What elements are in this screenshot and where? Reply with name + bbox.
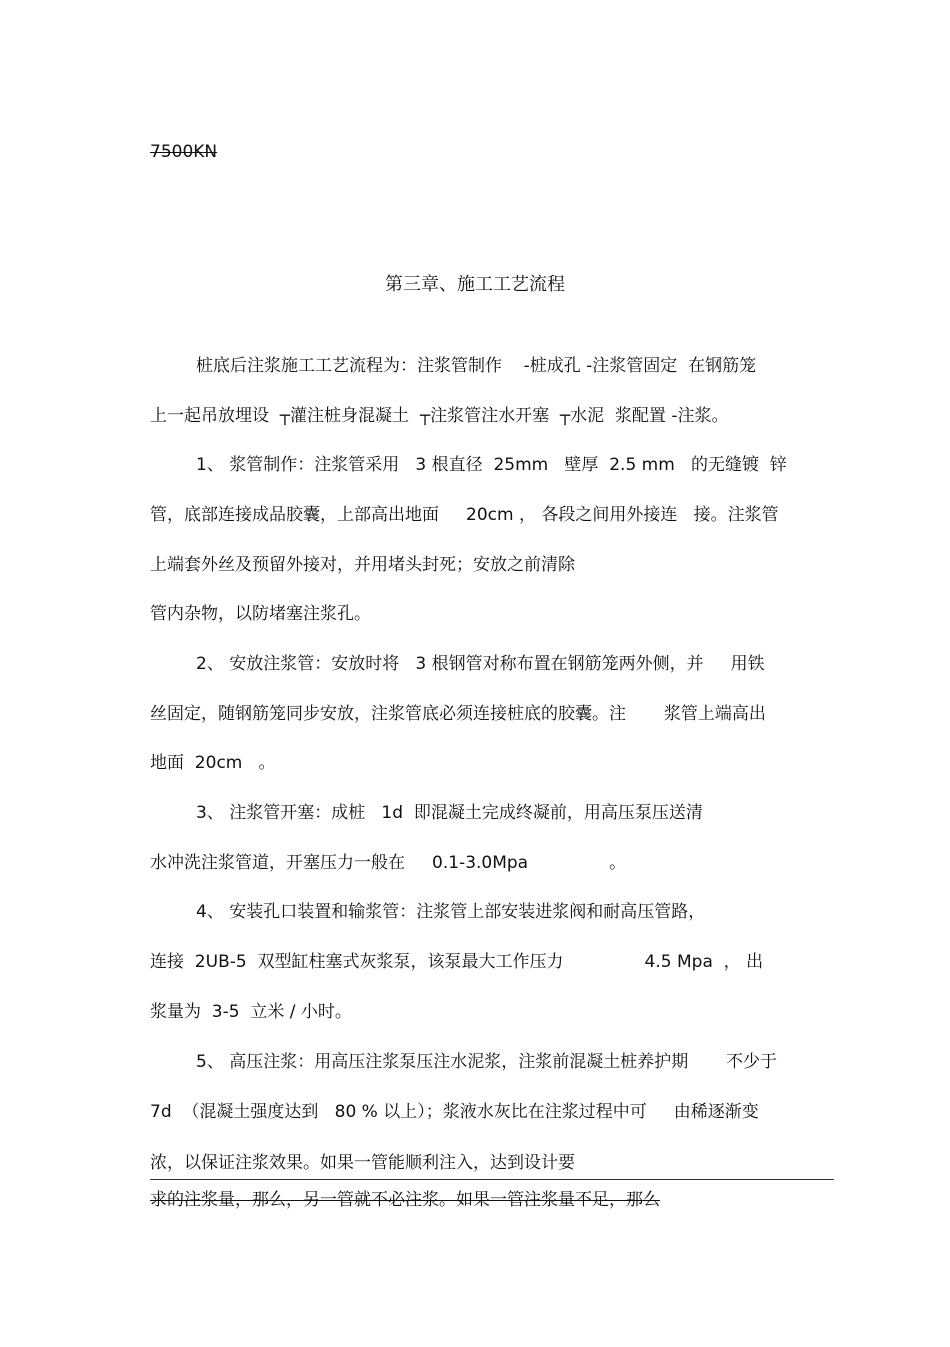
paragraph-line: 地面 20cm 。: [150, 753, 276, 773]
paragraph-line: 管内杂物，以防堵塞注浆孔。: [150, 604, 371, 624]
paragraph-line: 2、 安放注浆管：安放时将 3 根钢管对称布置在钢筋笼两外侧，并 用铁: [196, 654, 765, 674]
header-fragment: 7500KN: [150, 142, 218, 162]
paragraph-line-struck: 求的注浆量，那么，另一管就不必注浆。如果一管注浆量不足，那么: [150, 1190, 660, 1210]
chapter-title: 第三章、施工工艺流程: [385, 274, 565, 295]
page-divider: [150, 1179, 834, 1180]
paragraph-line: 水冲洗注浆管道，开塞压力一般在 0.1-3.0Mpa 。: [150, 853, 627, 873]
paragraph-line: 桩底后注浆施工工艺流程为：注浆管制作 -桩成孔 -注浆管固定 在钢筋笼: [196, 356, 757, 376]
paragraph-line: 连接 2UB-5 双型缸柱塞式灰浆泵，该泵最大工作压力 4.5 Mpa ， 出: [150, 952, 764, 972]
paragraph-line: 丝固定，随钢筋笼同步安放，注浆管底必须连接桩底的胶囊。注 浆管上端高出: [150, 704, 766, 724]
paragraph-line: 4、 安装孔口装置和输浆管：注浆管上部安装进浆阀和耐高压管路，: [196, 902, 706, 922]
paragraph-line: 管，底部连接成品胶囊，上部高出地面 20cm ， 各段之间用外接连 接。注浆管: [150, 505, 779, 525]
paragraph-line: 7d （混凝土强度达到 80 % 以上）；浆液水灰比在注浆过程中可 由稀逐渐变: [150, 1102, 759, 1122]
paragraph-line: 3、 注浆管开塞：成桩 1d 即混凝土完成终凝前，用高压泵压送清: [196, 803, 703, 823]
paragraph-line: 浆量为 3-5 立米 / 小时。: [150, 1002, 352, 1022]
paragraph-line: 上一起吊放埋设 ┬灌注桩身混凝土 ┬注浆管注水开塞 ┬水泥 浆配置 -注浆。: [150, 406, 729, 426]
paragraph-line: 浓，以保证注浆效果。如果一管能顺利注入，达到设计要: [150, 1153, 575, 1173]
paragraph-line: 上端套外丝及预留外接对，并用堵头封死；安放之前清除: [150, 555, 575, 575]
paragraph-line: 5、 高压注浆：用高压注浆泵压注水泥浆，注浆前混凝土桩养护期 不少于: [196, 1052, 778, 1072]
paragraph-line: 1、 浆管制作：注浆管采用 3 根直径 25mm 壁厚 2.5 mm 的无缝镀 锌: [196, 455, 787, 475]
